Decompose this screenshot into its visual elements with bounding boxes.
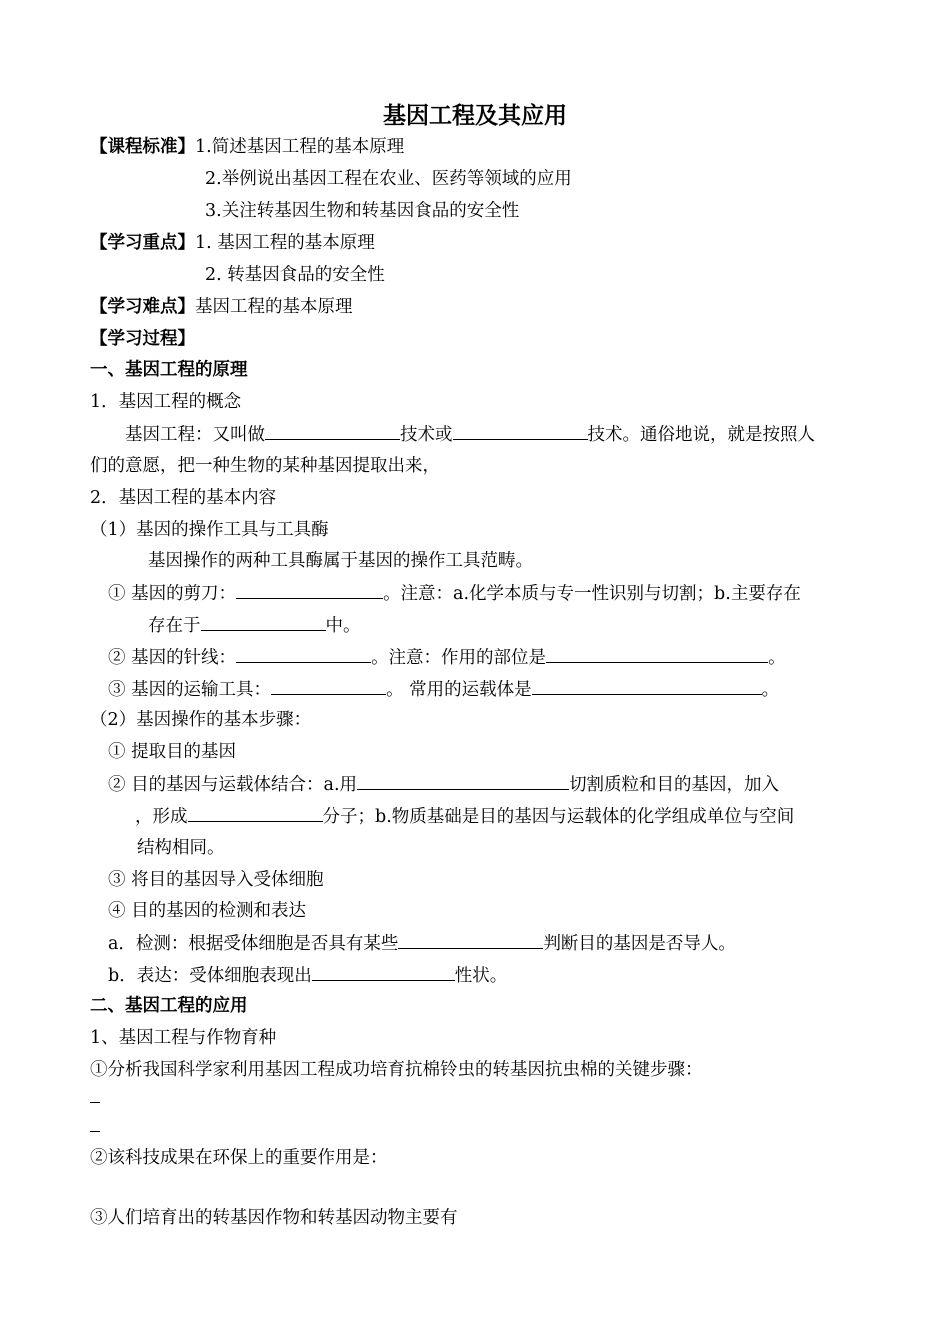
express-line xyxy=(108,963,507,988)
vehicle-text-c: 。 xyxy=(761,680,780,700)
course-standard-row xyxy=(90,135,404,159)
answer-blank[interactable] xyxy=(265,422,400,440)
scissors-text-a: ① 基因的剪刀： xyxy=(108,584,237,604)
key-point-1: 1. 基因工程的基本原理 xyxy=(195,233,375,253)
needle-text-a: ② 基因的针线： xyxy=(108,648,237,668)
key-point-2: 2. 转基因食品的安全性 xyxy=(205,265,385,285)
question-3: ③人们培育出的转基因作物和转基因动物主要有 xyxy=(90,1208,458,1228)
answer-blank[interactable] xyxy=(188,804,323,822)
concept-text-b: 技术或 xyxy=(400,425,453,445)
course-standard-item-2: 2.举例说出基因工程在农业、医药等领域的应用 xyxy=(205,169,572,189)
express-text-b: 性状。 xyxy=(454,966,508,986)
answer-blank[interactable] xyxy=(532,677,762,695)
section2-heading: 二、基因工程的应用 xyxy=(90,996,248,1016)
detect-line xyxy=(108,931,736,956)
step-1: ① 提取目的基因 xyxy=(108,742,237,762)
concept-line-1 xyxy=(125,422,815,447)
difficult-points-label: 【学习难点】 xyxy=(90,297,195,317)
difficult-points-text: 基因工程的基本原理 xyxy=(195,297,353,317)
course-standard-item-1: 1.简述基因工程的基本原理 xyxy=(195,137,405,157)
page-title: 基因工程及其应用 xyxy=(383,103,567,129)
scissors-line-2 xyxy=(148,613,361,638)
step2-text-b: 切割质粒和目的基因，加入 xyxy=(569,775,780,795)
vehicle-text-b: 。 常用的运载体是 xyxy=(386,680,532,700)
detect-text-b: 判断目的基因是否导人。 xyxy=(543,934,736,954)
steps-heading: （2）基因操作的基本步骤： xyxy=(90,710,312,730)
answer-blank[interactable] xyxy=(398,931,543,949)
concept-text-a: 基因工程：又叫做 xyxy=(125,425,265,445)
vehicle-line xyxy=(108,677,779,702)
answer-blank[interactable] xyxy=(357,772,569,790)
question-1: ①分析我国科学家利用基因工程成功培育抗棉铃虫的转基因抗虫棉的关键步骤： xyxy=(90,1060,703,1080)
step2-text-c: ，形成 xyxy=(135,807,188,827)
step2-text-d: 分子；b.物质基础是目的基因与运载体的化学组成单位与空间 xyxy=(322,807,795,827)
process-label: 【学习过程】 xyxy=(90,329,195,349)
answer-blank[interactable] xyxy=(546,645,768,663)
content-heading: 2．基因工程的基本内容 xyxy=(90,488,277,508)
answer-blank[interactable] xyxy=(236,581,383,599)
section1-heading: 一、基因工程的原理 xyxy=(90,360,248,380)
step2-text-a: ② 目的基因与运载体结合：a.用 xyxy=(108,775,358,795)
step-2-line-2 xyxy=(135,804,794,829)
scissors-text-b: 。注意：a.化学本质与专一性识别与切割；b.主要存在 xyxy=(383,584,801,604)
needle-line xyxy=(108,645,786,670)
express-text-a: b．表达：受体细胞表现出 xyxy=(108,966,312,986)
course-standard-label: 【课程标准】 xyxy=(90,137,195,157)
answer-blank[interactable] xyxy=(312,963,455,981)
scissors-line xyxy=(108,581,801,606)
step-4: ④ 目的基因的检测和表达 xyxy=(108,901,307,921)
concept-text-c: 技术。通俗地说，就是按照人 xyxy=(587,425,815,445)
concept-line-2: 们的意愿，把一种生物的某种基因提取出来， xyxy=(90,456,440,476)
difficult-points-row xyxy=(90,295,353,319)
answer-dash[interactable] xyxy=(90,1131,100,1132)
section2-sub1: 1、基因工程与作物育种 xyxy=(90,1028,277,1048)
tools-heading: （1）基因的操作工具与工具酶 xyxy=(90,520,329,540)
answer-blank[interactable] xyxy=(236,645,371,663)
tools-intro: 基因操作的两种工具酶属于基因的操作工具范畴。 xyxy=(148,551,533,571)
answer-blank[interactable] xyxy=(201,613,326,631)
step-2-line-3: 结构相同。 xyxy=(137,838,225,858)
scissors-text-c: 存在于 xyxy=(148,616,201,636)
question-2: ②该科技成果在环保上的重要作用是： xyxy=(90,1148,388,1168)
key-points-row xyxy=(90,231,375,255)
needle-text-b: 。注意：作用的部位是 xyxy=(371,648,547,668)
step-2-line-1 xyxy=(108,772,779,797)
course-standard-item-3: 3.关注转基因生物和转基因食品的安全性 xyxy=(205,201,520,221)
answer-dash[interactable] xyxy=(90,1102,100,1103)
step-3: ③ 将目的基因导入受体细胞 xyxy=(108,870,324,890)
scissors-text-d: 中。 xyxy=(325,616,361,636)
vehicle-text-a: ③ 基因的运输工具： xyxy=(108,680,272,700)
answer-blank[interactable] xyxy=(271,677,386,695)
needle-text-c: 。 xyxy=(768,648,786,668)
key-points-label: 【学习重点】 xyxy=(90,233,195,253)
answer-blank[interactable] xyxy=(453,422,588,440)
concept-heading: 1．基因工程的概念 xyxy=(90,392,242,412)
detect-text-a: a．检测：根据受体细胞是否具有某些 xyxy=(108,934,399,954)
